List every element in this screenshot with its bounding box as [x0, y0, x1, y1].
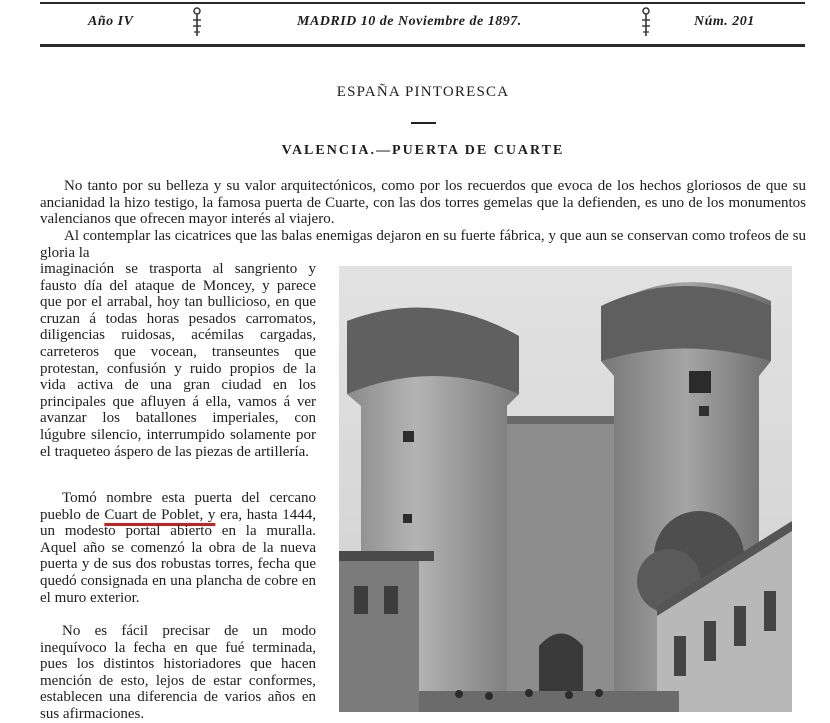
highlighted-phrase: Cuart de Poblet, y: [104, 506, 216, 523]
paragraph-3-after: era, hasta 1444, un modesto portal abierto en la muralla. Aquel año se comenzó la obra de la nueva puerta y de sus dos robustas torres, fecha que quedó consignada en una plancha de cobre en el muro exterior.: [40, 506, 316, 606]
paragraph-4: No es fácil precisar de un modo inequívoco la fecha en que fué terminada, pues los distintos historiadores que hacen mención de esto, lejos de estar conformes, establecen una diferencia de varios años en sus afirmaciones.: [40, 623, 316, 722]
section-title: ESPAÑA PINTORESCA: [336, 84, 510, 100]
paragraph-2-column: imaginación se trasporta al sangriento y fausto día del ataque de Moncey, y parece que por el arrabal, hoy tan bullicioso, en que cruzan á todas horas pesados carromatos, diligencias ruidosas, acémilas cargadas, carreteros que vocean, transeuntes que protestan, confusión y ruido propios de la vida activa de una gran ciudad en los principales que afluyen á ella, vamos á ver avanzar los batallones imperiales, con lúgubre silencio, interrumpido solamente por el traqueteo áspero de las piezas de artillería.: [40, 261, 316, 460]
puerta-de-cuarte-photo: [339, 266, 792, 712]
masthead-top-rule: [40, 2, 805, 4]
paragraph-1: No tanto por su belleza y su valor arquitectónicos, como por los recuerdos que evoca de los hechos gloriosos de que su ancianidad la hizo testigo, la famosa puerta de Cuarte, con las dos torres gemelas que la defienden, es uno de los monumentos valencianos que ofrecen mayor interés al viajero.: [40, 178, 806, 228]
paragraph-3-before: Tomó nombre esta puerta del cercano pueblo de: [40, 490, 316, 523]
masthead-ornament-icon: [191, 6, 203, 38]
masthead-issue-number: Núm. 201: [694, 14, 755, 29]
masthead-bottom-rule: [40, 44, 805, 47]
paragraph-2-lead: Al contemplar las cicatrices que las balas enemigas dejaron en su fuerte fábrica, y que aun se conservan como trofeos de su gloria la: [40, 228, 806, 261]
masthead-date: MADRID 10 de Noviembre de 1897.: [297, 14, 522, 29]
article-title: VALENCIA.—PUERTA DE CUARTE: [281, 143, 565, 158]
masthead-ornament-icon: [640, 6, 652, 38]
photograph: [339, 266, 792, 712]
masthead-year: Año IV: [88, 14, 134, 29]
paragraph-3: [40, 490, 316, 606]
title-divider: [411, 122, 436, 124]
